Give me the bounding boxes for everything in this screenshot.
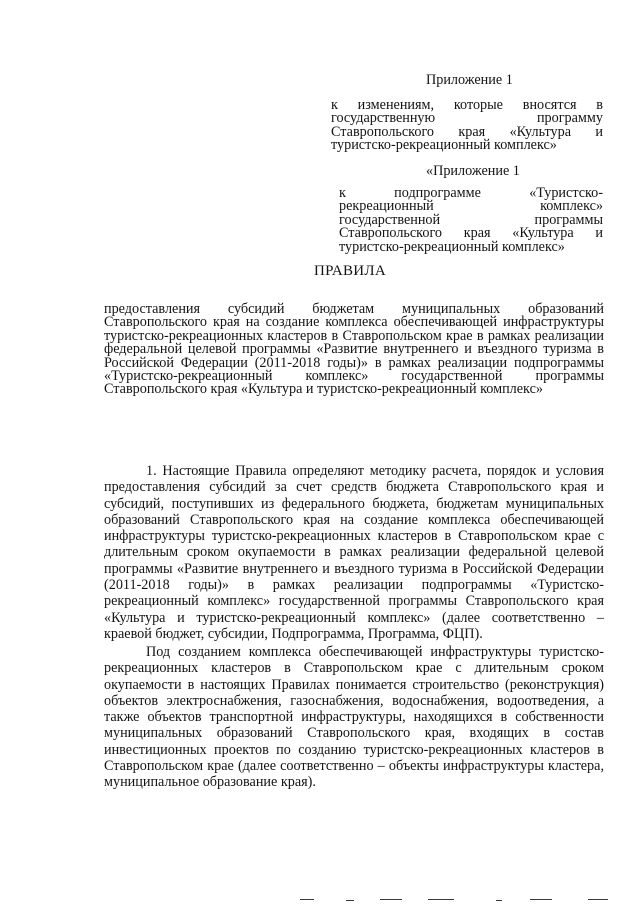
inner-appendix-note: к подпрограмме «Туристско-рекреационный комплекс» государственной программы Ставропольского края «Культура и туристско-рекреационный комплекс» <box>339 185 603 255</box>
appendix-note: к изменениям, которые вносятся в государственную программу Ставропольского края «Культура и туристско-рекреационный комплекс» <box>331 97 603 154</box>
paragraph-2: Под созданием комплекса обеспечивающей инфраструктуры туристско-рекреационных кластеров в Ставропольском крае с длительным сроком окупаемости в настоящих Правилах понимается строительство (реконструкция) объектов электроснабжения, газоснабжения, водоснабжения, водоотведения, а также объектов транспортной инфраструктуры, находящихся в собственности муниципальных образований Ставропольского края, входящих в состав инвестиционных проектов по созданию туристско-рекреационных кластеров в Ставропольском крае (далее соответственно – объекты инфраструктуры кластера, муниципальное образование края). <box>104 644 604 791</box>
document-subtitle: предоставления субсидий бюджетам муниципальных образований Ставропольского края на создание комплекса обеспечивающей инфраструктуры туристско-рекреационных кластеров в Ставропольском крае в рамках реализации федеральной целевой программы «Развитие внутреннего и въездного туризма в Российской Федерации (2011-2018 годы)» в рамках реализации подпрограммы «Туристско-рекреационный комплекс» государственной программы Ставропольского края «Культура и туристско-рекреационный комплекс» <box>104 301 604 398</box>
appendix-label: Приложение 1 <box>426 72 513 88</box>
inner-appendix-label: «Приложение 1 <box>426 163 520 179</box>
paragraph-1: 1. Настоящие Правила определяют методику расчета, порядок и условия предоставления субсидий за счет средств бюджета Ставропольского края и субсидий, поступивших из федерального бюджета, бюджетам муниципальных образований Ставропольского края на создание комплекса обеспечивающей инфраструктуры туристско-рекреационных кластеров в Ставропольском крае с длительным сроком окупаемости в рамках реализации федеральной целевой программы «Развитие внутреннего и въездного туризма в Российской Федерации (2011-2018 годы)» в рамках реализации подпрограммы «Туристско-рекреационный комплекс» государственной программы Ставропольского края «Культура и туристско-рекреационный комплекс» (далее соответственно – краевой бюджет, субсидии, Подпрограмма, Программа, ФЦП). <box>104 463 604 642</box>
document-title: ПРАВИЛА <box>313 263 387 279</box>
